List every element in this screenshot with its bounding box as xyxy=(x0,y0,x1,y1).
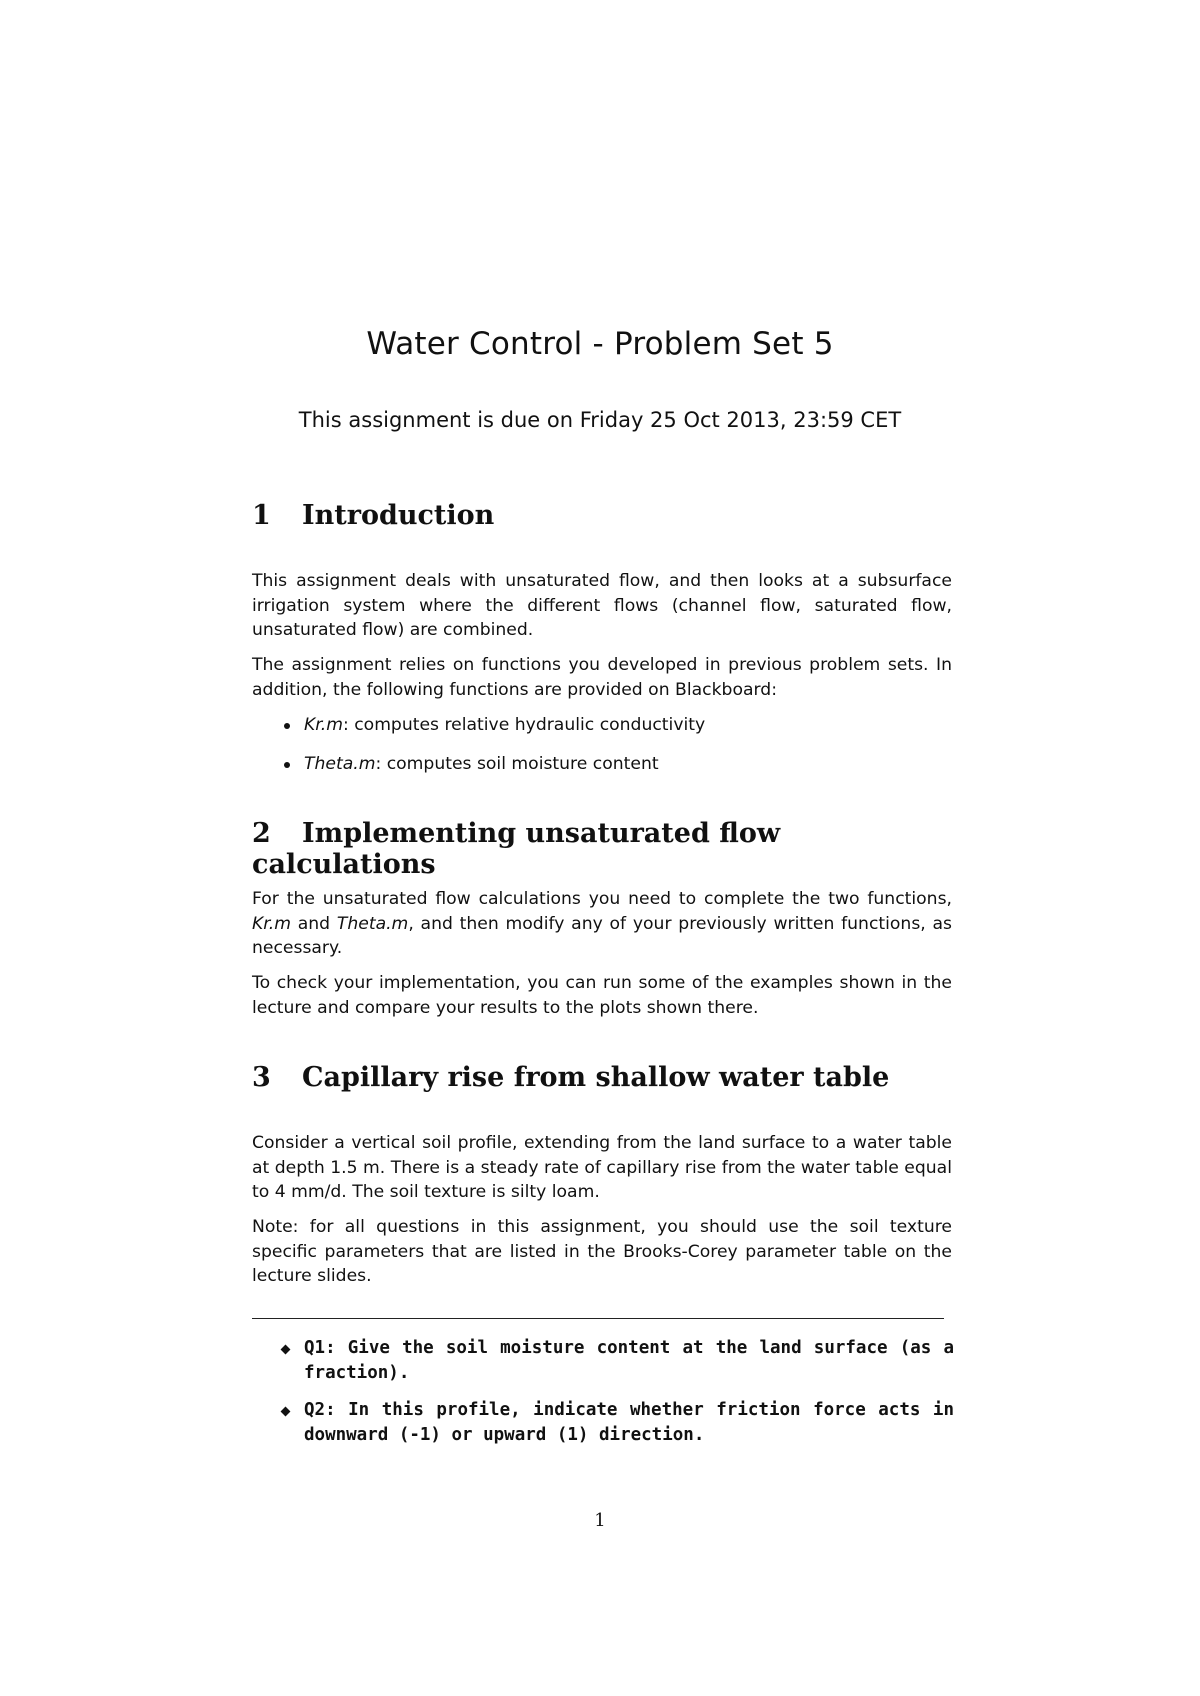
function-name: Kr.m xyxy=(252,913,291,934)
paragraph xyxy=(252,887,952,961)
question-text: Q1: Give the soil moisture content at the land surface (as a fraction). xyxy=(304,1338,954,1383)
bullet-icon xyxy=(284,762,290,768)
section-number: 3 xyxy=(252,1062,271,1093)
paragraph: Consider a vertical soil profile, extending from the land surface to a water table at depth 1.5 m. There is a steady rate of capillary rise from the water table equal to 4 mm/d. The soil texture is silty loam. xyxy=(252,1133,952,1202)
function-list xyxy=(280,713,950,790)
text-run: For the unsaturated flow calculations you need to complete the two functions, xyxy=(252,889,952,909)
document-title: Water Control - Problem Set 5 xyxy=(366,326,834,362)
section-title: Introduction xyxy=(302,500,495,531)
section-heading-introduction xyxy=(252,500,972,531)
section-number: 1 xyxy=(252,500,271,531)
section-number: 2 xyxy=(252,818,271,849)
page-number: 1 xyxy=(594,1510,606,1531)
question-item xyxy=(280,1398,954,1448)
paragraph: This assignment deals with unsaturated flow, and then looks at a subsurface irrigation system where the different flows (channel flow, saturated flow, unsaturated flow) are combined. xyxy=(252,571,952,640)
function-name: Theta.m xyxy=(304,753,376,774)
bullet-icon xyxy=(284,723,290,729)
paragraph: To check your implementation, you can run some of the examples shown in the lecture and compare your results to the plots shown there. xyxy=(252,973,952,1018)
text-run: and xyxy=(290,913,337,934)
paragraph: The assignment relies on functions you developed in previous problem sets. In addition, the following functions are provided on Blackboard: xyxy=(252,655,952,700)
diamond-bullet-icon xyxy=(281,1407,291,1417)
diamond-bullet-icon xyxy=(281,1345,291,1355)
section-heading-implementing xyxy=(252,818,972,880)
question-list xyxy=(280,1336,954,1460)
text-run: , and then modify any of your previously written functions, as necessary. xyxy=(252,913,952,958)
section-title: Capillary rise from shallow water table xyxy=(302,1062,890,1093)
paragraph: Note: for all questions in this assignment, you should use the soil texture specific parameters that are listed in the Brooks-Corey parameter table on the lecture slides. xyxy=(252,1217,952,1286)
section-title: Implementing unsaturated flow calculations xyxy=(252,818,781,880)
document-subtitle: This assignment is due on Friday 25 Oct 2013, 23:59 CET xyxy=(298,408,902,432)
horizontal-rule xyxy=(252,1318,944,1319)
section-heading-capillary-rise xyxy=(252,1062,972,1093)
question-text: Q2: In this profile, indicate whether friction force acts in downward (-1) or upward (1) direction. xyxy=(304,1400,954,1445)
function-description: : computes relative hydraulic conductivity xyxy=(342,715,706,735)
question-item xyxy=(280,1336,954,1386)
list-item xyxy=(280,752,950,777)
function-description: : computes soil moisture content xyxy=(375,753,659,774)
function-name: Kr.m xyxy=(304,715,343,735)
list-item xyxy=(280,713,950,738)
function-name: Theta.m xyxy=(336,913,409,934)
